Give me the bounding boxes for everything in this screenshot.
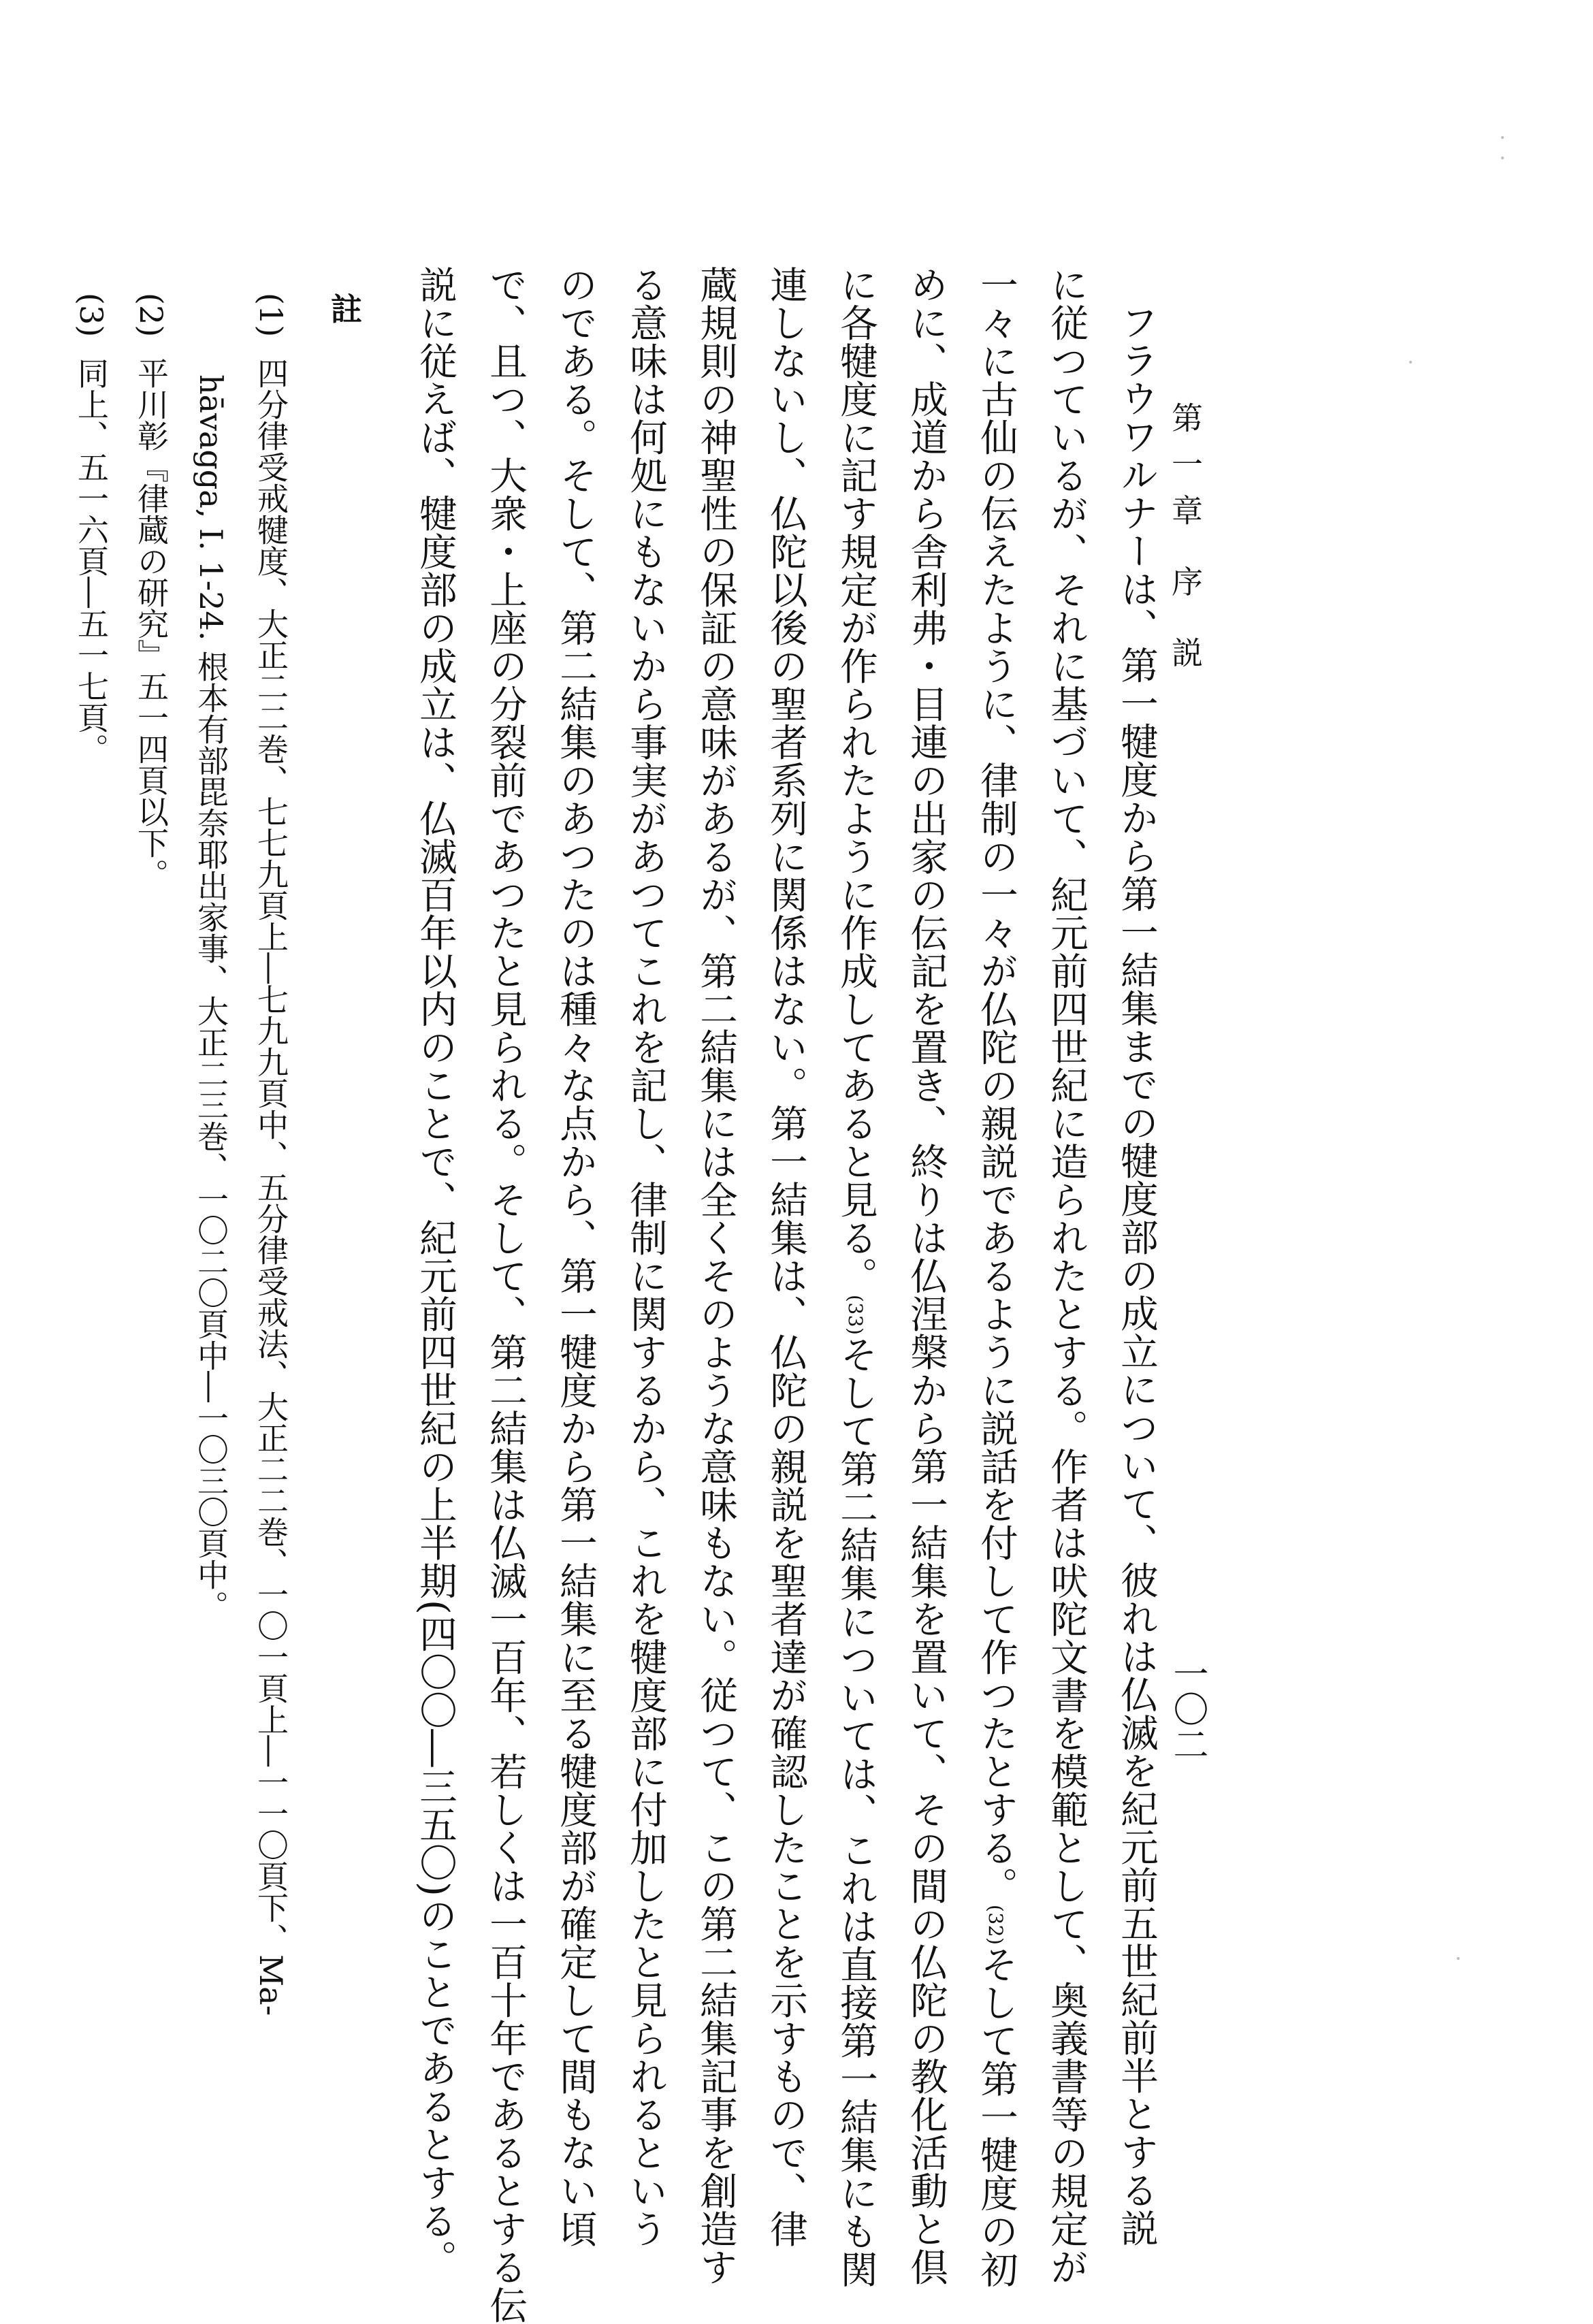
footnote-text: 平川彰『律蔵の研究』五一四頁以下。: [133, 357, 170, 890]
footnote-number: (2): [133, 293, 170, 338]
footnotes: [61, 293, 374, 2049]
footnote-text: hāvagga, I. 1-24. 根本有部毘奈耶出家事、大正二三巻、一〇二〇頁中―一〇三〇頁中。: [193, 374, 229, 1622]
body-line: 一々に古仙の伝えたように、律制の一々が仏陀の親説であるように説話を付して作つたとする。(32)そして第一犍度の初: [961, 265, 1031, 2035]
footnote-ref: (33): [844, 1295, 867, 1336]
footnote-continuation: [181, 293, 241, 2049]
footnote-item: [241, 293, 301, 2049]
scan-speck: [1409, 361, 1412, 364]
body-line: で、且つ、大衆・上座の分裂前であつたと見られる。そして、第二結集は仏滅一百年、若しくは一百十年であるとする伝: [483, 265, 527, 2324]
body-line: る意味は何処にもないから事実があつてこれを記し、律制に関するから、これを犍度部に付加したと見られるという: [623, 265, 667, 2248]
footnote-text: 四分律受戒犍度、大正二二巻、七七九頁上―七九九頁中、五分律受戒法、大正二二巻、一〇一頁上―一一〇頁下、Ma-: [253, 357, 289, 2016]
body-line: 連しないし、仏陀以後の聖者系列に関係はない。第一結集は、仏陀の親説を聖者達が確認したことを示すもので、律: [763, 265, 807, 2248]
scan-speck: [1457, 1957, 1460, 1960]
footnote-item: [61, 293, 121, 2049]
footnote-number: (3): [73, 293, 110, 338]
scan-speck: [1501, 157, 1504, 159]
body-line: 説に従えば、犍度部の成立は、仏滅百年以内のことで、紀元前四世紀の上半期(四〇〇―三五〇)のことであるとする。: [413, 265, 457, 2278]
footnote-text: 同上、五一六頁―五一七頁。: [73, 357, 110, 765]
footnote-number: (1): [253, 293, 289, 338]
body-line: フラウワルナーは、第一犍度から第一結集までの犍度部の成立について、彼れは仏滅を紀元前五世紀前半とする説: [1114, 303, 1158, 2247]
footnote-ref: (32): [984, 1905, 1007, 1946]
body-line: 蔵規則の神聖性の保証の意味があるが、第二結集には全くそのような意味もない。従つて、この第二結集記事を創造す: [693, 265, 737, 2286]
body-line: に従つているが、それに基づいて、紀元前四世紀に造られたとする。作者は吠陀文書を模範として、奥義書等の規定が: [1044, 265, 1088, 2286]
running-head: 第一章 序 説: [1167, 402, 1204, 683]
page-number: 一〇二: [1167, 1656, 1208, 1762]
scan-speck: [1501, 136, 1504, 139]
body-line: に各犍度に記す規定が作られたように作成してあると見る。(33)そして第二結集については、これは直接第一結集にも関: [820, 265, 890, 2035]
footnote-item: [121, 293, 181, 2049]
body-line: めに、成道から舎利弗・目連の出家の伝記を置き、終りは仏涅槃から第一結集を置いて、その間の仏陀の教化活動と倶: [903, 265, 948, 2286]
footnotes-heading: 註: [326, 293, 363, 324]
body-line: のである。そして、第二結集のあつたのは種々な点から、第一犍度から第一結集に至る犍度部が確定して間もない頃: [553, 265, 597, 2248]
body-text: [400, 265, 1171, 2324]
